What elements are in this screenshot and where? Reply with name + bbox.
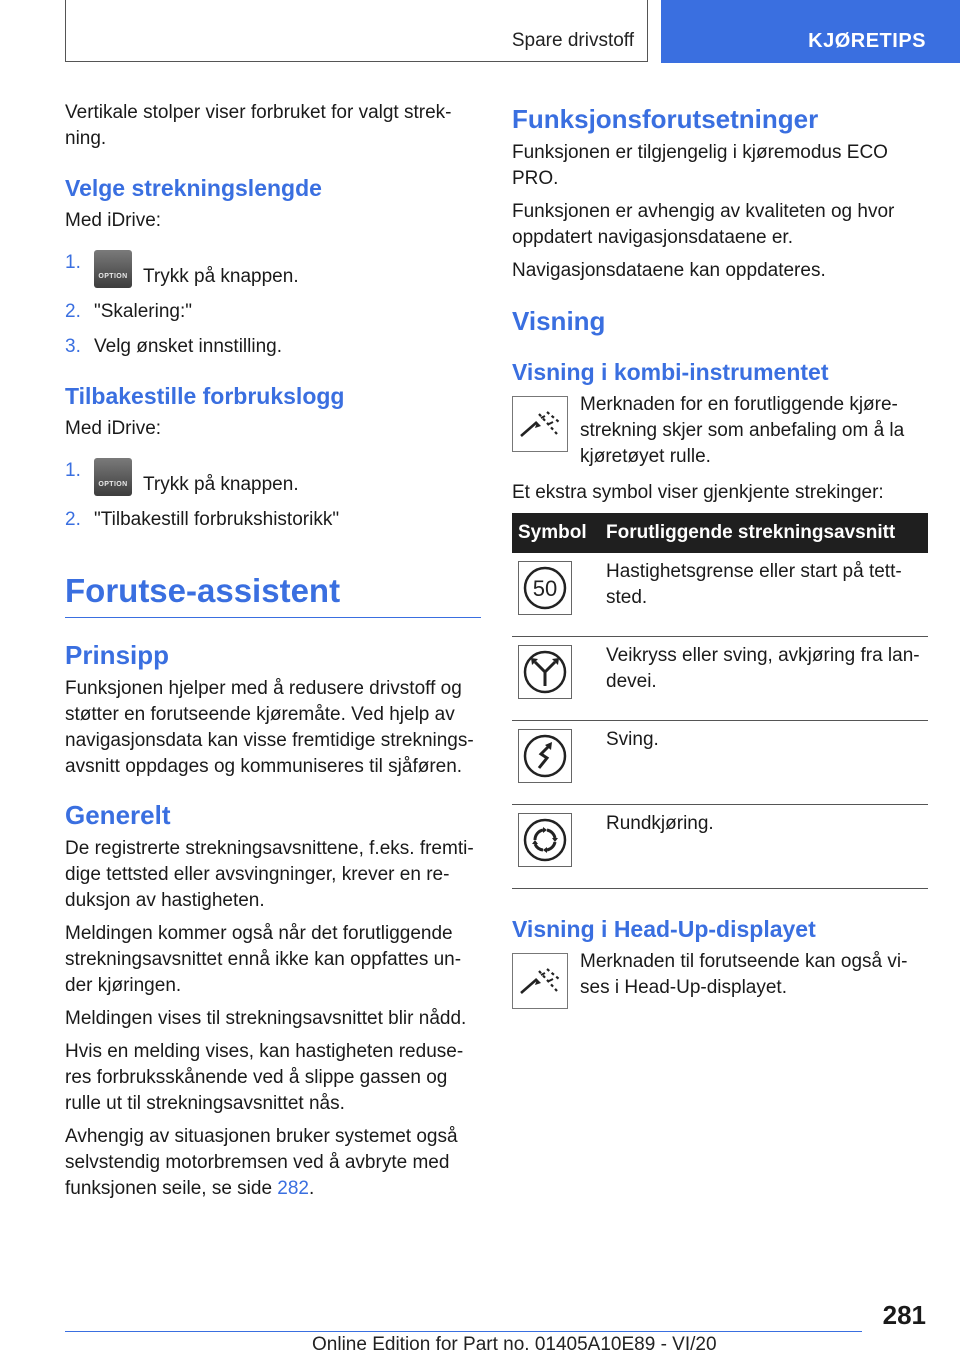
- general-paragraph: Meldingen kommer også når det forutliggende strekningsavsnittet ennå ikke kan oppfattes un-der kjøringen.: [65, 923, 462, 996]
- table-cell-text: Sving.: [600, 721, 928, 805]
- reset-log-heading: Tilbakestille forbrukslogg: [65, 383, 345, 409]
- list-item: [65, 299, 485, 325]
- coasting-symbol-icon: [512, 396, 568, 452]
- symbol-table: [512, 513, 928, 889]
- extra-symbol-text: Et ekstra symbol viser gjenkjente strekinger:: [512, 482, 884, 503]
- left-column: [65, 100, 485, 1209]
- select-steps-list: [65, 250, 485, 360]
- header-section-tab: [65, 0, 648, 62]
- step-number: 3.: [65, 336, 81, 357]
- principle-text: Funksjonen hjelper med å redusere drivstoff og støtter en forutseende kjøremåte. Ved hjelp av navigasjonsdata kan visse fremtidige streknings-avsnitt oppdages og kommuniseres til sjåføren.: [65, 678, 474, 777]
- hud-note-text: Merknaden til forutseende kan også vi-ses i Head-Up-displayet.: [580, 951, 908, 998]
- reset-steps-list: [65, 458, 485, 533]
- step-text: Trykk på knappen.: [143, 266, 299, 287]
- principle-heading: Prinsipp: [65, 640, 170, 670]
- table-cell-text: Veikryss eller sving, avkjøring fra lan-devei.: [600, 637, 928, 721]
- cluster-note: [512, 392, 928, 470]
- step-text: "Tilbakestill forbrukshistorikk": [94, 509, 340, 530]
- intro-text: Vertikale stolper viser forbruket for valgt strek-ning.: [65, 102, 452, 149]
- general-paragraph: Meldingen vises til strekningsavsnittet blir nådd.: [65, 1008, 467, 1029]
- svg-text:50: 50: [532, 576, 558, 601]
- junction-icon: [518, 645, 572, 699]
- option-button-icon: OPTION: [94, 458, 132, 496]
- prereq-paragraph: Funksjonen er avhengig av kvaliteten og hvor oppdatert navigasjonsdataene er.: [512, 201, 895, 248]
- table-row: [512, 721, 928, 805]
- prereq-paragraph: Navigasjonsdataene kan oppdateres.: [512, 260, 826, 281]
- table-header-row: [512, 513, 928, 553]
- header-chapter-tab: [661, 0, 960, 63]
- general-paragraph: Hvis en melding vises, kan hastigheten reduse-res forbruksskånende ved å slippe gassen og rulle ut til strekningsavsnittet nås.: [65, 1041, 464, 1114]
- section-title: Forutse-assistent: [65, 571, 481, 618]
- hud-note: [512, 949, 928, 1009]
- prerequisites-heading: Funksjonsforutsetninger: [512, 104, 819, 134]
- column-header-symbol: Symbol: [512, 513, 600, 553]
- step-text: "Skalering:": [94, 301, 192, 322]
- right-column: [512, 100, 928, 1019]
- cluster-heading: Visning i kombi-instrumentet: [512, 359, 829, 385]
- table-cell-text: Rundkjøring.: [600, 805, 928, 889]
- list-item: [65, 250, 485, 290]
- speed-limit-50-icon: [518, 561, 572, 615]
- table-row: [512, 805, 928, 889]
- select-lead: Med iDrive:: [65, 210, 162, 231]
- roundabout-icon: [518, 813, 572, 867]
- step-number: 1.: [65, 460, 81, 481]
- step-number: 1.: [65, 252, 81, 273]
- page-link[interactable]: 282: [277, 1178, 309, 1199]
- curve-icon: [518, 729, 572, 783]
- list-item: [65, 507, 485, 533]
- edition-text: Online Edition for Part no. 01405A10E89 - VI/20: [312, 1334, 717, 1355]
- cluster-note-text: Merknaden for en forutliggende kjøre-strekning skjer som anbefaling om å la kjøretøyet rulle.: [580, 394, 905, 467]
- step-text: Velg ønsket innstilling.: [94, 336, 282, 357]
- general-paragraph: De registrerte strekningsavsnittene, f.eks. fremti-dige tettsted eller avsvingninger, krever en re-duksjon av hastigheten.: [65, 838, 474, 911]
- reset-lead: Med iDrive:: [65, 418, 162, 439]
- general-paragraph: Avhengig av situasjonen bruker systemet også selvstendig motorbremsen ved å avbryte med funksjonen seile, se side 282.: [65, 1126, 458, 1199]
- list-item: [65, 334, 485, 360]
- page-number: 281: [882, 1300, 926, 1330]
- general-heading: Generelt: [65, 800, 171, 830]
- step-number: 2.: [65, 509, 81, 530]
- display-heading: Visning: [512, 306, 606, 336]
- list-item: [65, 458, 485, 498]
- footer-divider: [65, 1331, 862, 1332]
- table-row: [512, 637, 928, 721]
- table-row: [512, 553, 928, 637]
- header-chapter-title: KJØRETIPS: [808, 30, 926, 52]
- hud-heading: Visning i Head-Up-displayet: [512, 916, 816, 942]
- select-length-heading: Velge strekningslengde: [65, 175, 322, 201]
- column-header-section: Forutliggende strekningsavsnitt: [600, 513, 928, 553]
- coasting-symbol-icon: [512, 953, 568, 1009]
- step-text: Trykk på knappen.: [143, 474, 299, 495]
- step-number: 2.: [65, 301, 81, 322]
- option-button-icon: OPTION: [94, 250, 132, 288]
- prereq-paragraph: Funksjonen er tilgjengelig i kjøremodus ECO PRO.: [512, 142, 888, 189]
- header-section-title: Spare drivstoff: [511, 30, 634, 51]
- table-cell-text: Hastighetsgrense eller start på tett-sted.: [600, 553, 928, 637]
